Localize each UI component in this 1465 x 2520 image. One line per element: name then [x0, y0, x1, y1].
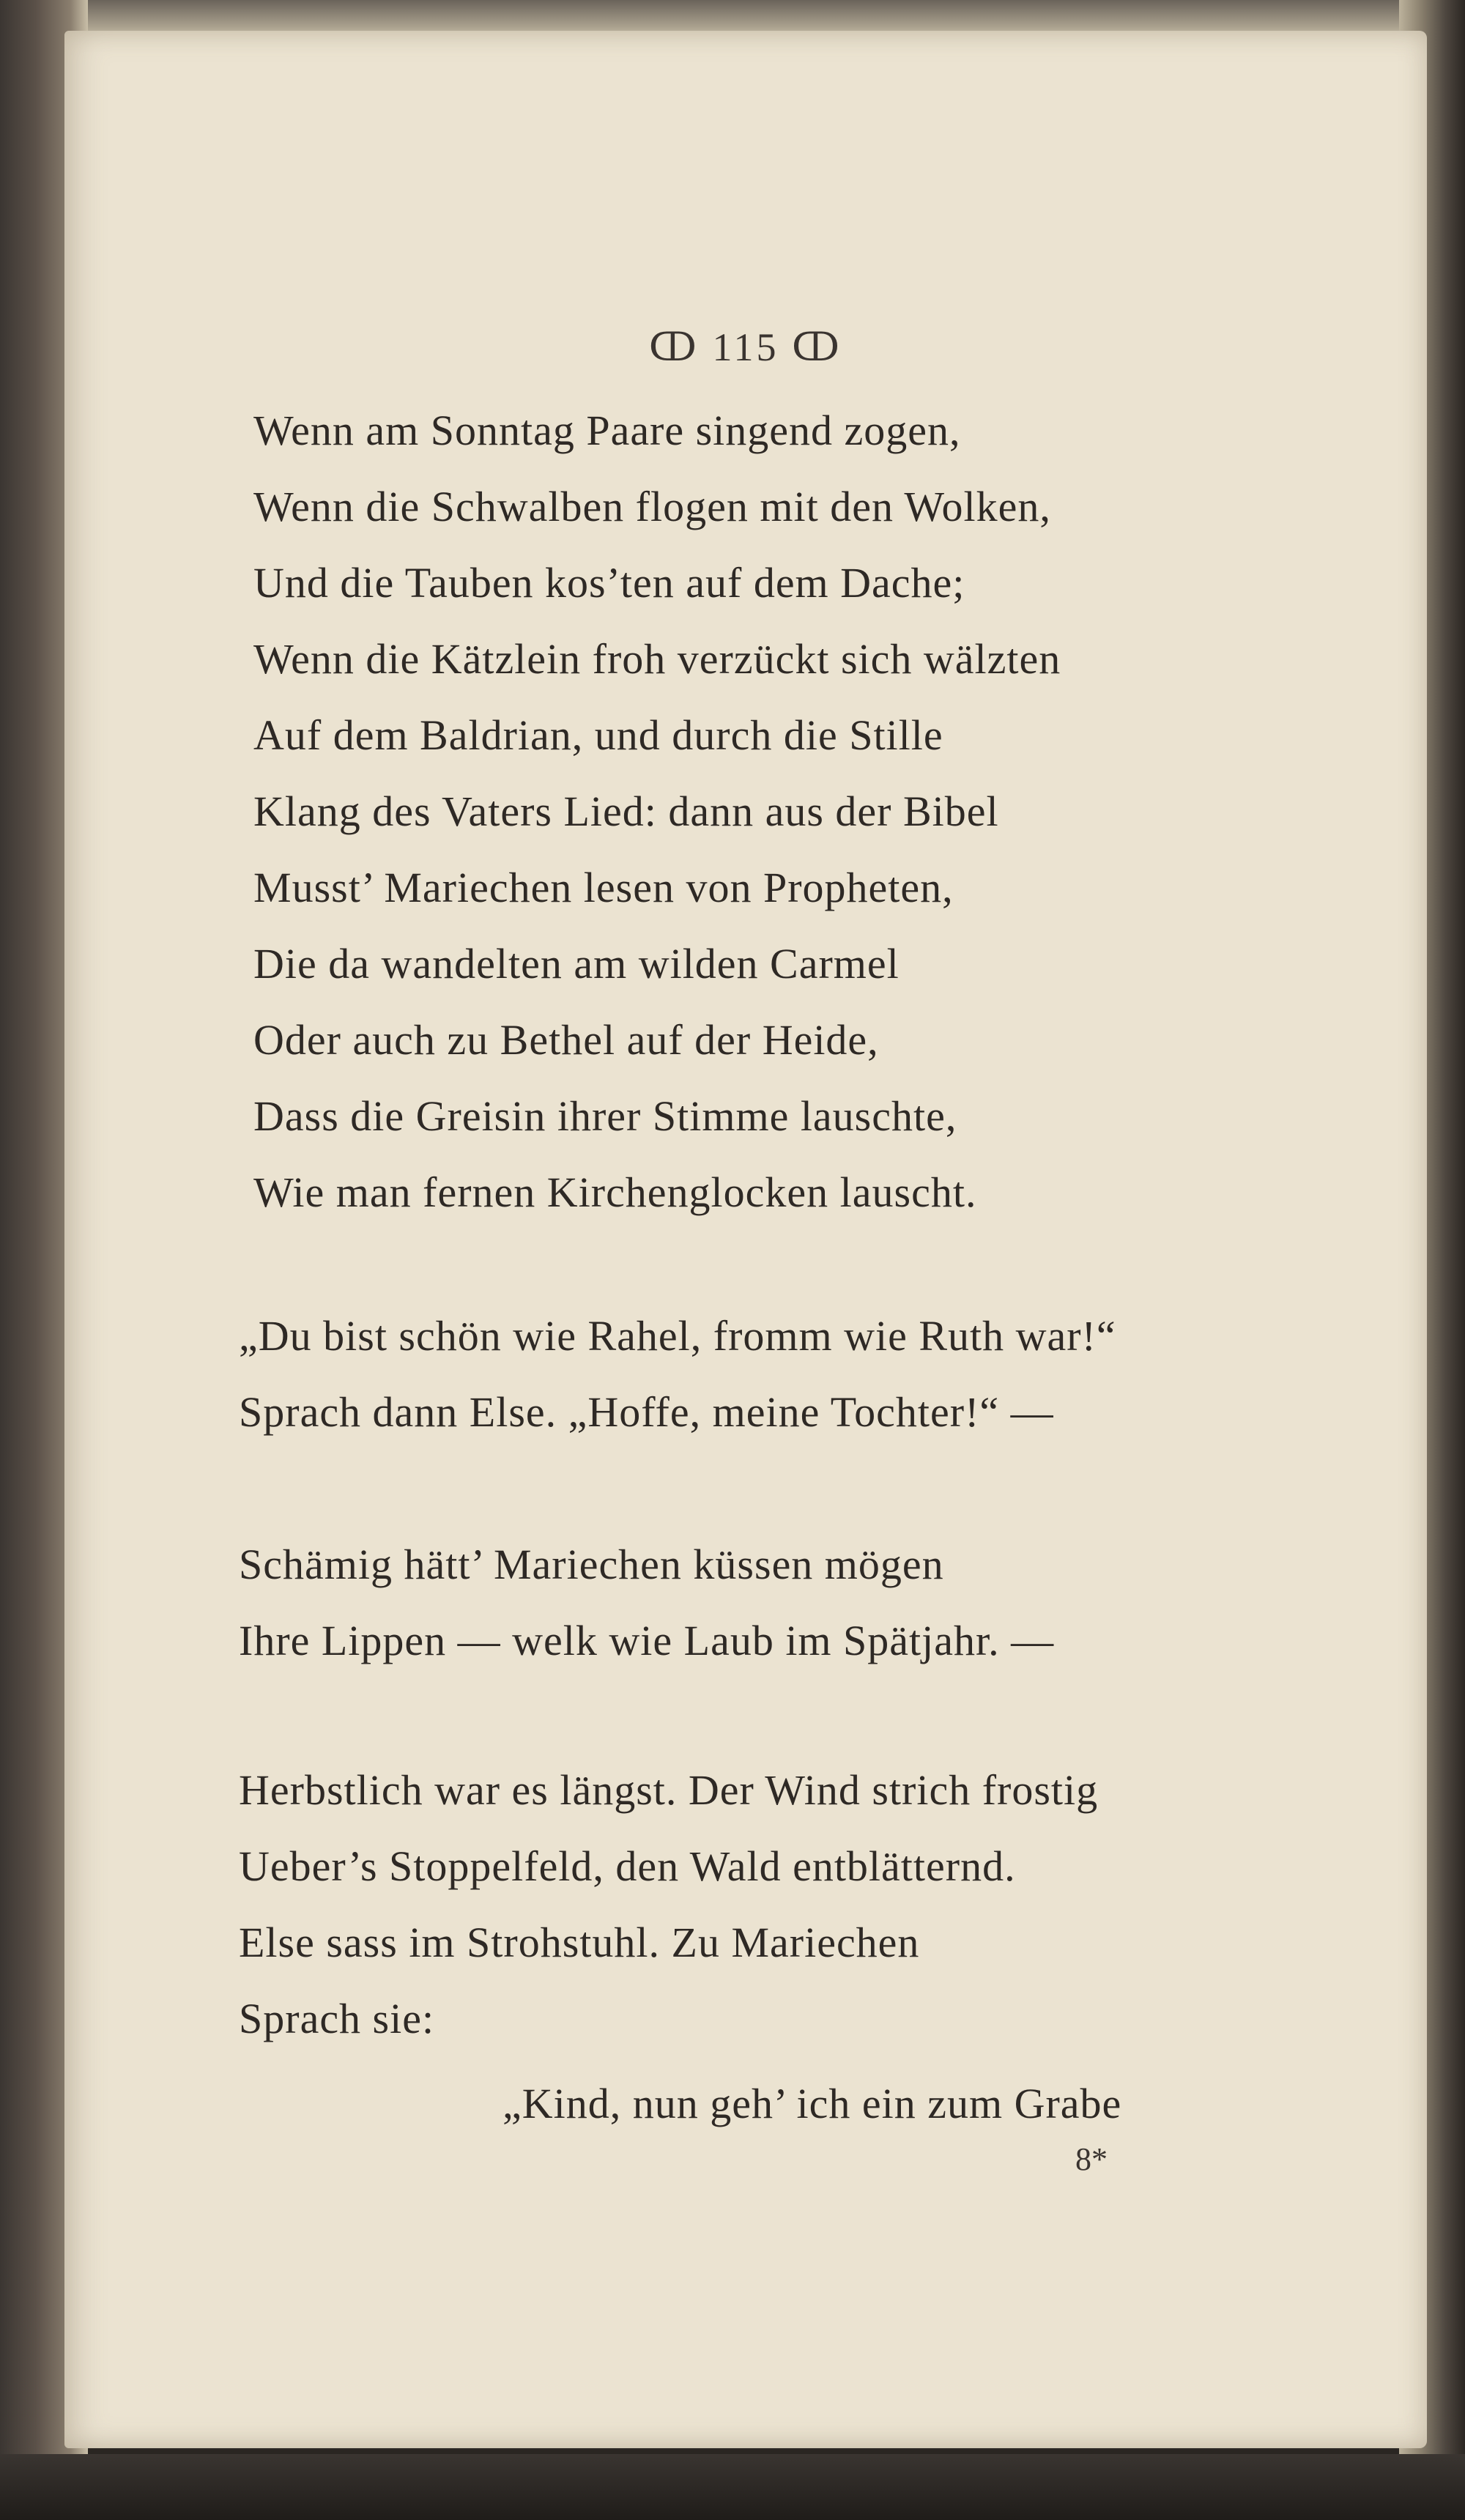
poem-line: Wenn die Kätzlein froh verzückt sich wälzten [253, 635, 1061, 683]
poem-line: Wenn die Schwalben flogen mit den Wolken, [253, 483, 1051, 530]
poem-line: „Du bist schön wie Rahel, fromm wie Ruth war!“ [239, 1312, 1116, 1360]
book-edge-bottom [0, 2454, 1465, 2520]
poem-line: Auf dem Baldrian, und durch die Stille [253, 711, 943, 759]
poem-line: Sprach sie: [239, 1995, 435, 2042]
poem-line: Klang des Vaters Lied: dann aus der Bibel [253, 788, 999, 835]
poem-line: Oder auch zu Bethel auf der Heide, [253, 1016, 879, 1064]
poem-line: Musst’ Mariechen lesen von Propheten, [253, 864, 954, 911]
poem-line: Herbstlich war es längst. Der Wind strich frostig [239, 1766, 1099, 1814]
poem-line-closing: „Kind, nun geh’ ich ein zum Grabe [502, 2080, 1122, 2127]
poem-line: Wenn am Sonntag Paare singend zogen, [253, 407, 961, 454]
poem-line: Sprach dann Else. „Hoffe, meine Tochter!“ — [239, 1388, 1054, 1436]
poem-line: Und die Tauben kos’ten auf dem Dache; [253, 559, 965, 607]
poem-line: Schämig hätt’ Mariechen küssen mögen [239, 1541, 944, 1588]
poem-line: Die da wandelten am wilden Carmel [253, 940, 900, 987]
page-number: ↀ 115 ↀ [648, 325, 843, 369]
poem-line: Dass die Greisin ihrer Stimme lauschte, [253, 1092, 957, 1140]
poem-line: Wie man fernen Kirchenglocken lauscht. [253, 1168, 977, 1216]
printer-signature-mark: 8* [1075, 2141, 1108, 2177]
poem-line: Ihre Lippen — welk wie Laub im Spätjahr. — [239, 1617, 1055, 1664]
book-page [64, 31, 1427, 2448]
poem-line: Else sass im Strohstuhl. Zu Mariechen [239, 1919, 920, 1966]
poem-line: Ueber’s Stoppelfeld, den Wald entblätternd. [239, 1842, 1016, 1890]
